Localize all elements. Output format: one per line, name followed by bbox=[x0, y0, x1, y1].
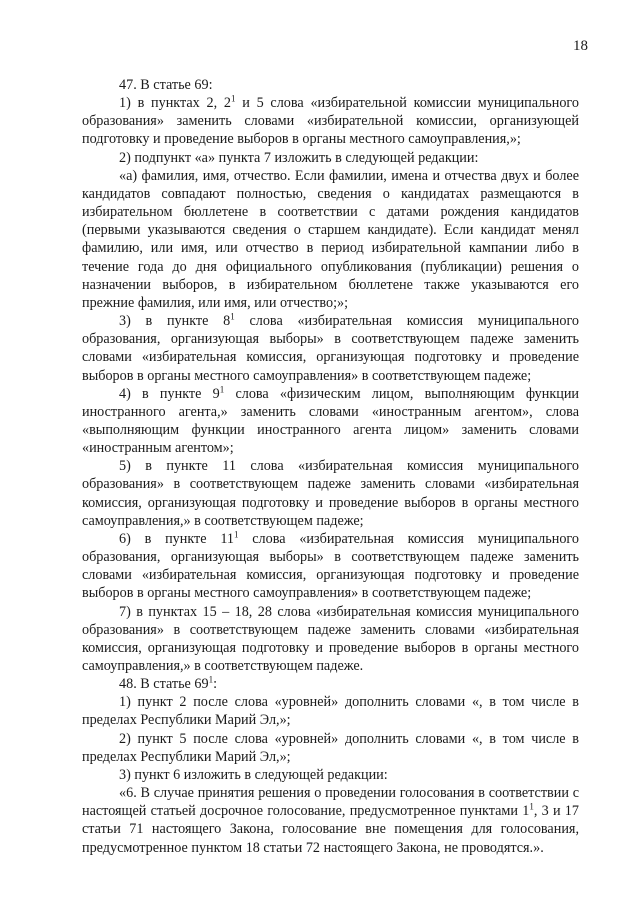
section-heading: 47. В статье 69: bbox=[119, 77, 213, 93]
paragraph: «а) фамилия, имя, отчество. Если фамилии, имена и отчества двух и более кандидатов совпадают полностью, сведения о кандидатах размещаются в избирательном бюллетене в соответствии с датами рождения кандидатов (первыми указываются сведения о старшем кандидате). Если кандидат менял фамилию, или имя, или отчество в период избирательной кампании либо в течение года до дня официального опубликования (публикации) решения о назначении выборов, в избирательном бюллетене также указываются его прежние фамилия, или имя, или отчество;»; bbox=[82, 167, 579, 311]
document-body bbox=[82, 76, 579, 857]
paragraph: «6. В случае принятия решения о проведении голосования в соответствии с настоящей статьей досрочное голосование, предусмотренное пунктами $1^1$, 3 и 17 статьи 71 настоящего Закона, голосование вне помещения для голосования, предусмотренное пунктом 18 статьи 72 настоящего Закона, не проводятся.». bbox=[82, 785, 579, 856]
paragraph: 2) подпункт «а» пункта 7 изложить в следующей редакции: bbox=[119, 149, 479, 166]
page-number: 18 bbox=[573, 38, 588, 54]
paragraph: 2) пункт 5 после слова «уровней» дополнить словами «, в том числе в пределах Республики Марий Эл,»; bbox=[82, 730, 579, 765]
superscript-index: 1 bbox=[219, 384, 225, 395]
section-heading: 48. В статье $69^1$: bbox=[119, 674, 218, 693]
superscript-index: 1 bbox=[233, 529, 239, 540]
paragraph: 3) в пункте $8^1$ слова «избирательная комиссия муниципального образования, организующая выборы» в соответствующем падеже заменить словами «избирательная комиссия, организующая подготовку и проведение выборов в органы местного самоуправления» в соответствующем падеже; bbox=[82, 311, 580, 384]
superscript-index: 1 bbox=[231, 93, 236, 104]
paragraph: 5) в пункте 11 слова «избирательная комиссия муниципального образования» в соответствующем падеже заменить словами «избирательная комиссия, организующая подготовку и проведение выборов в органы местного самоуправления,» в соответствующем падеже; bbox=[82, 458, 579, 529]
paragraph: 4) в пункте $9^1$ слова «физическим лицом, выполняющим функции иностранного агента,» заменить словами «иностранным агентом», слова «выполняющим функции иностранного агента лицом» заменить словами «иностранным агентом»; bbox=[82, 384, 580, 457]
paragraph: 1) в пунктах 2, $2^1$ и 5 слова «избирательной комиссии муниципального образования» заменить словами «избирательной комиссии, организующей подготовку и проведение выборов в органы местного самоуправления,»; bbox=[82, 93, 579, 148]
paragraph: 3) пункт 6 изложить в следующей редакции: bbox=[119, 766, 388, 783]
paragraph: 7) в пунктах 15 – 18, 28 слова «избирательная комиссия муниципального образования» в соответствующем падеже заменить словами «избирательная комиссия, организующая подготовку и проведение выборов в органы местного самоуправления,» в соответствующем падеже. bbox=[82, 603, 579, 674]
paragraph: 6) в пункте $11^1$ слова «избирательная комиссия муниципального образования, организующая выборы» в соответствующем падеже заменить словами «избирательная комиссия, организующая подготовку и проведение выборов в органы местного самоуправления» в соответствующем падеже; bbox=[82, 529, 579, 602]
superscript-index: 1 bbox=[230, 311, 235, 322]
superscript-index: 1 bbox=[529, 801, 534, 812]
paragraph: 1) пункт 2 после слова «уровней» дополнить словами «, в том числе в пределах Республики Марий Эл,»; bbox=[82, 694, 579, 729]
superscript-index: 1 bbox=[208, 674, 214, 685]
